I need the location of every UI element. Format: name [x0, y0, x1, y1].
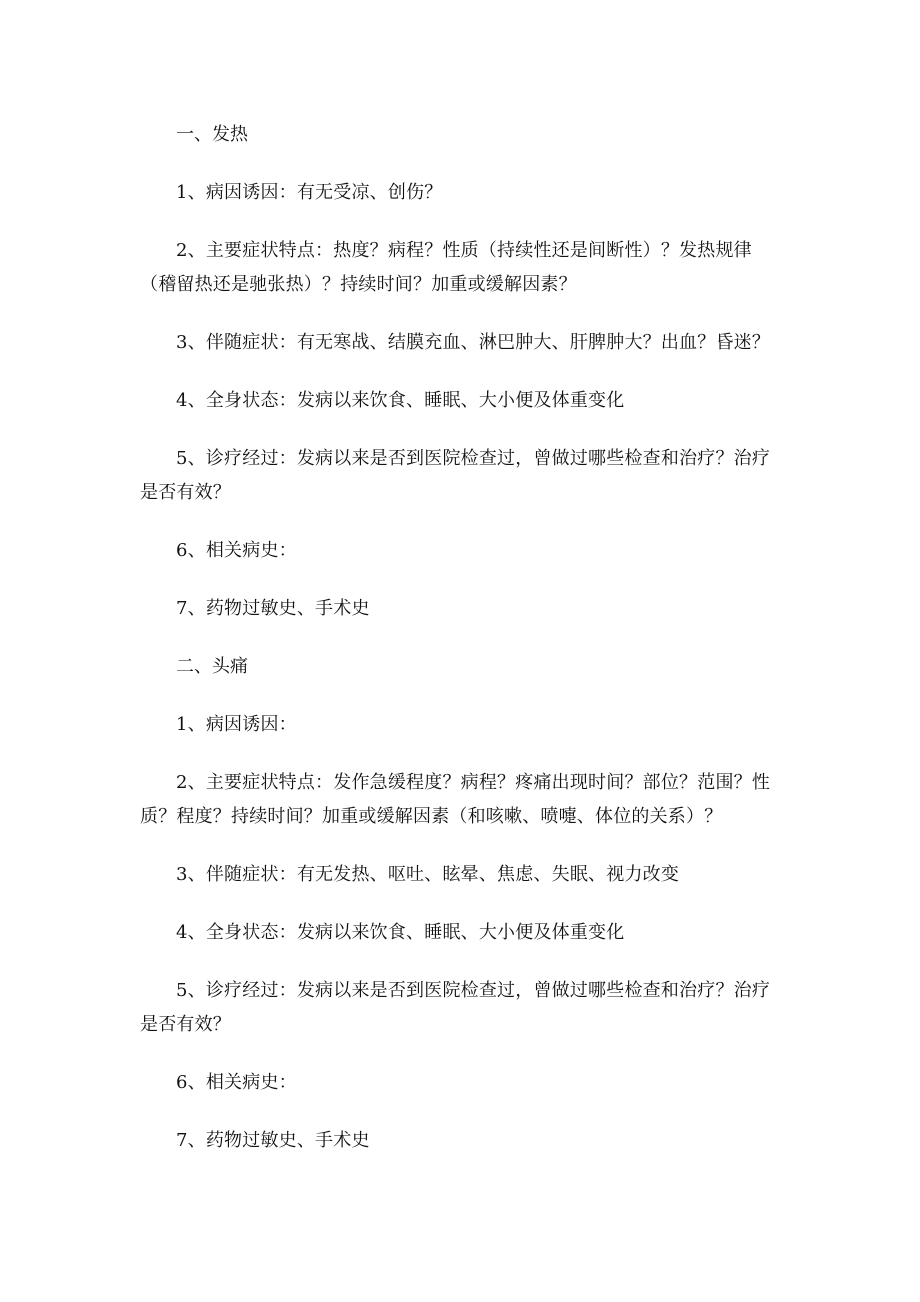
section-item: 2、主要症状特点：发作急缓程度？病程？疼痛出现时间？部位？范围？性质？程度？持续时间？加重或缓解因素（和咳嗽、喷嚏、体位的关系）？ [140, 772, 771, 827]
section-item: 3、伴随症状：有无发热、呕吐、眩晕、焦虑、失眠、视力改变 [176, 864, 680, 885]
section-item: 3、伴随症状：有无寒战、结膜充血、淋巴肿大、肝脾肿大？出血？昏迷？ [176, 332, 771, 353]
section-item: 1、病因诱因： [176, 714, 297, 735]
section-heading: 二、头痛 [176, 656, 248, 677]
section-headache [140, 650, 785, 1158]
section-item: 4、全身状态：发病以来饮食、睡眠、大小便及体重变化 [176, 390, 625, 411]
section-item: 7、药物过敏史、手术史 [176, 1130, 370, 1151]
section-item: 1、病因诱因：有无受凉、创伤？ [176, 182, 443, 203]
section-item: 6、相关病史： [176, 540, 297, 561]
section-item: 6、相关病史： [176, 1072, 297, 1093]
section-item: 7、药物过敏史、手术史 [176, 598, 370, 619]
section-item: 5、诊疗经过：发病以来是否到医院检查过，曾做过哪些检查和治疗？治疗是否有效？ [140, 448, 771, 503]
section-heading: 一、发热 [176, 124, 248, 145]
section-fever [140, 118, 785, 626]
document-body [140, 118, 785, 1182]
section-item: 5、诊疗经过：发病以来是否到医院检查过，曾做过哪些检查和治疗？治疗是否有效？ [140, 980, 771, 1035]
section-item: 2、主要症状特点：热度？病程？性质（持续性还是间断性）？发热规律（稽留热还是驰张热）？持续时间？加重或缓解因素？ [140, 240, 752, 295]
section-item: 4、全身状态：发病以来饮食、睡眠、大小便及体重变化 [176, 922, 625, 943]
